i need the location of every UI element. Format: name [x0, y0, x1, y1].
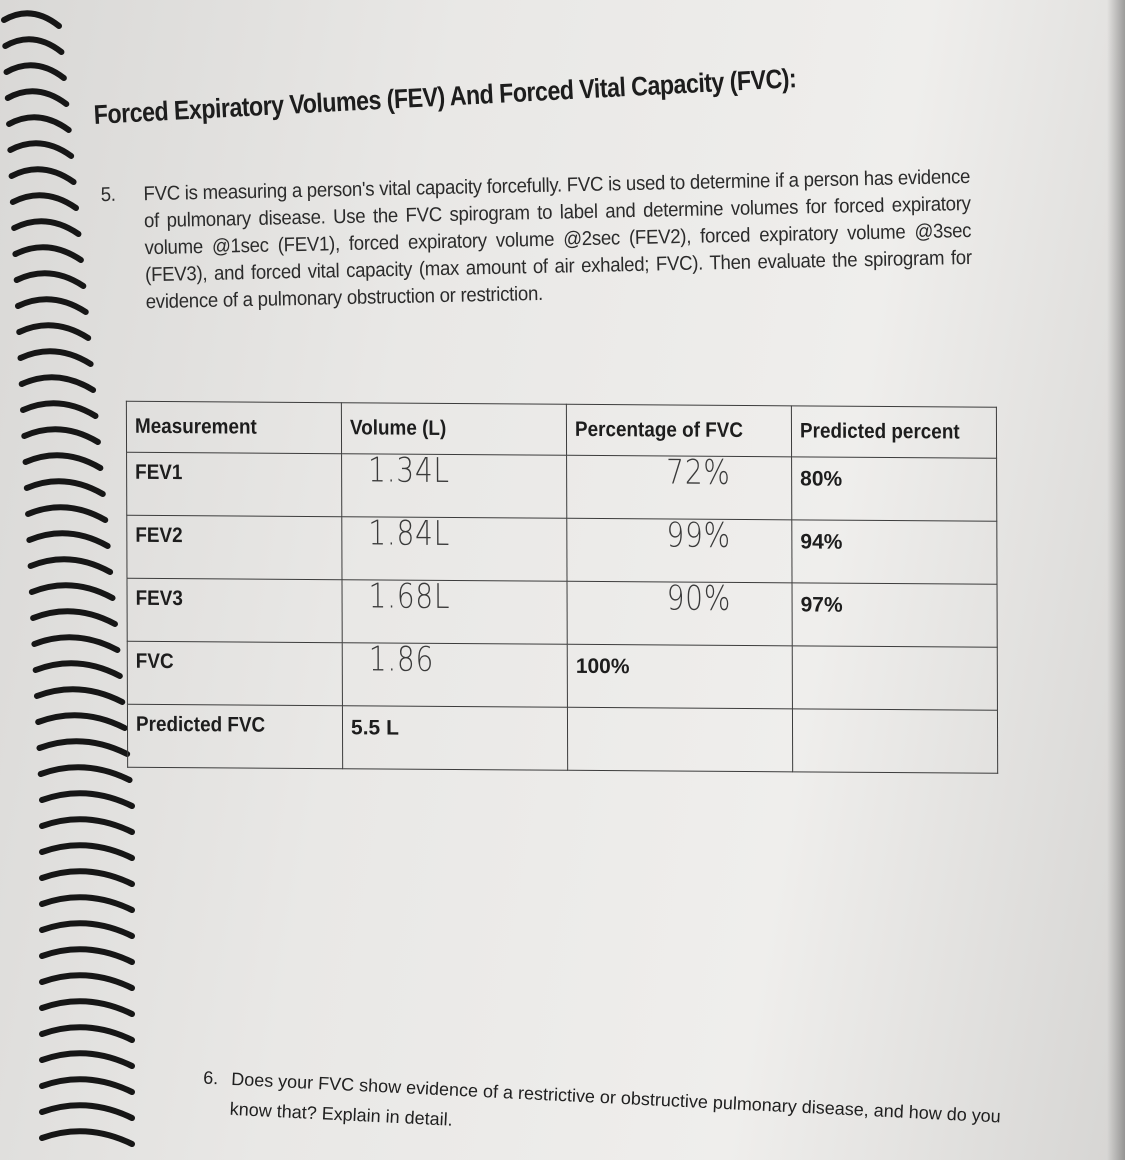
worksheet	[72, 60, 1055, 1160]
row-percentage: 100%	[567, 644, 792, 709]
row-percentage-answer[interactable]: 90%	[567, 581, 792, 646]
row-measurement: FVC	[127, 641, 342, 706]
page-title: Forced Expiratory Volumes (FEV) And Forced Vital Capacity (FVC):	[93, 63, 797, 130]
row-measurement: FEV3	[127, 578, 342, 643]
row-volume-answer[interactable]: 1.34L	[342, 454, 567, 519]
table-row	[127, 515, 997, 584]
question-5-text: FVC is measuring a person's vital capacity forcefully. FVC is used to determine if a person has evidence of pulmonary disease. Use the FVC spirogram to label and determine volumes for forced expiratory volume @1sec (FEV1), forced expiratory volume @2sec (FEV2), forced expiratory volume @3sec (FEV3), and forced vital capacity (max amount of air exhaled; FVC). Then evaluate the spirogram for evidence of a pulmonary obstruction or restriction.	[143, 165, 973, 314]
row-measurement: Predicted FVC	[127, 704, 342, 769]
row-predicted	[792, 646, 997, 710]
binding-coil	[9, 117, 69, 130]
question-6-text: Does your FVC show evidence of a restrictive or obstructive pulmonary disease, and how do you know that? Explain in detail.	[229, 1068, 1002, 1130]
table-row	[127, 641, 997, 710]
question-6-number: 6.	[202, 1067, 219, 1089]
header-volume: Volume (L)	[341, 403, 566, 456]
question-6	[201, 1063, 1023, 1160]
fvc-table	[126, 401, 998, 774]
binding-coil	[7, 65, 64, 78]
header-predicted: Predicted percent	[791, 406, 996, 458]
binding-coil	[12, 169, 74, 182]
table-row	[127, 704, 997, 773]
row-volume-answer[interactable]: 1.84L	[342, 517, 567, 582]
question-5-number: 5.	[100, 183, 116, 207]
table-row	[127, 452, 997, 521]
row-volume-answer[interactable]: 1.68L	[342, 580, 567, 645]
header-percentage: Percentage of FVC	[566, 404, 791, 457]
binding-coil	[23, 403, 96, 416]
binding-coil	[20, 351, 90, 364]
row-predicted: 80%	[792, 457, 997, 521]
binding-coil	[17, 273, 84, 286]
row-volume: 5.5 L	[342, 706, 567, 771]
header-measurement: Measurement	[126, 401, 341, 454]
row-volume-answer[interactable]: 1.86	[342, 643, 567, 708]
row-percentage-answer[interactable]: 99%	[567, 518, 792, 583]
binding-coil	[22, 377, 93, 390]
binding-coil	[18, 299, 86, 312]
binding-coil	[10, 143, 71, 156]
page-edge-shadow	[1107, 0, 1125, 1160]
question-5	[100, 164, 972, 317]
row-predicted: 97%	[792, 583, 997, 647]
binding-coil	[8, 91, 67, 104]
table-row	[127, 578, 997, 647]
binding-coil	[15, 247, 81, 260]
row-predicted	[792, 709, 997, 773]
row-measurement: FEV2	[127, 515, 342, 580]
binding-coil	[4, 13, 59, 26]
row-percentage	[567, 707, 792, 772]
row-percentage-answer[interactable]: 72%	[567, 455, 792, 520]
binding-coil	[19, 325, 88, 338]
binding-coil	[14, 221, 78, 234]
row-predicted: 94%	[792, 520, 997, 584]
table-header-row	[126, 401, 996, 458]
row-measurement: FEV1	[127, 452, 342, 517]
binding-coil	[13, 195, 76, 208]
binding-coil	[5, 39, 61, 52]
fvc-table-wrapper	[126, 401, 998, 774]
